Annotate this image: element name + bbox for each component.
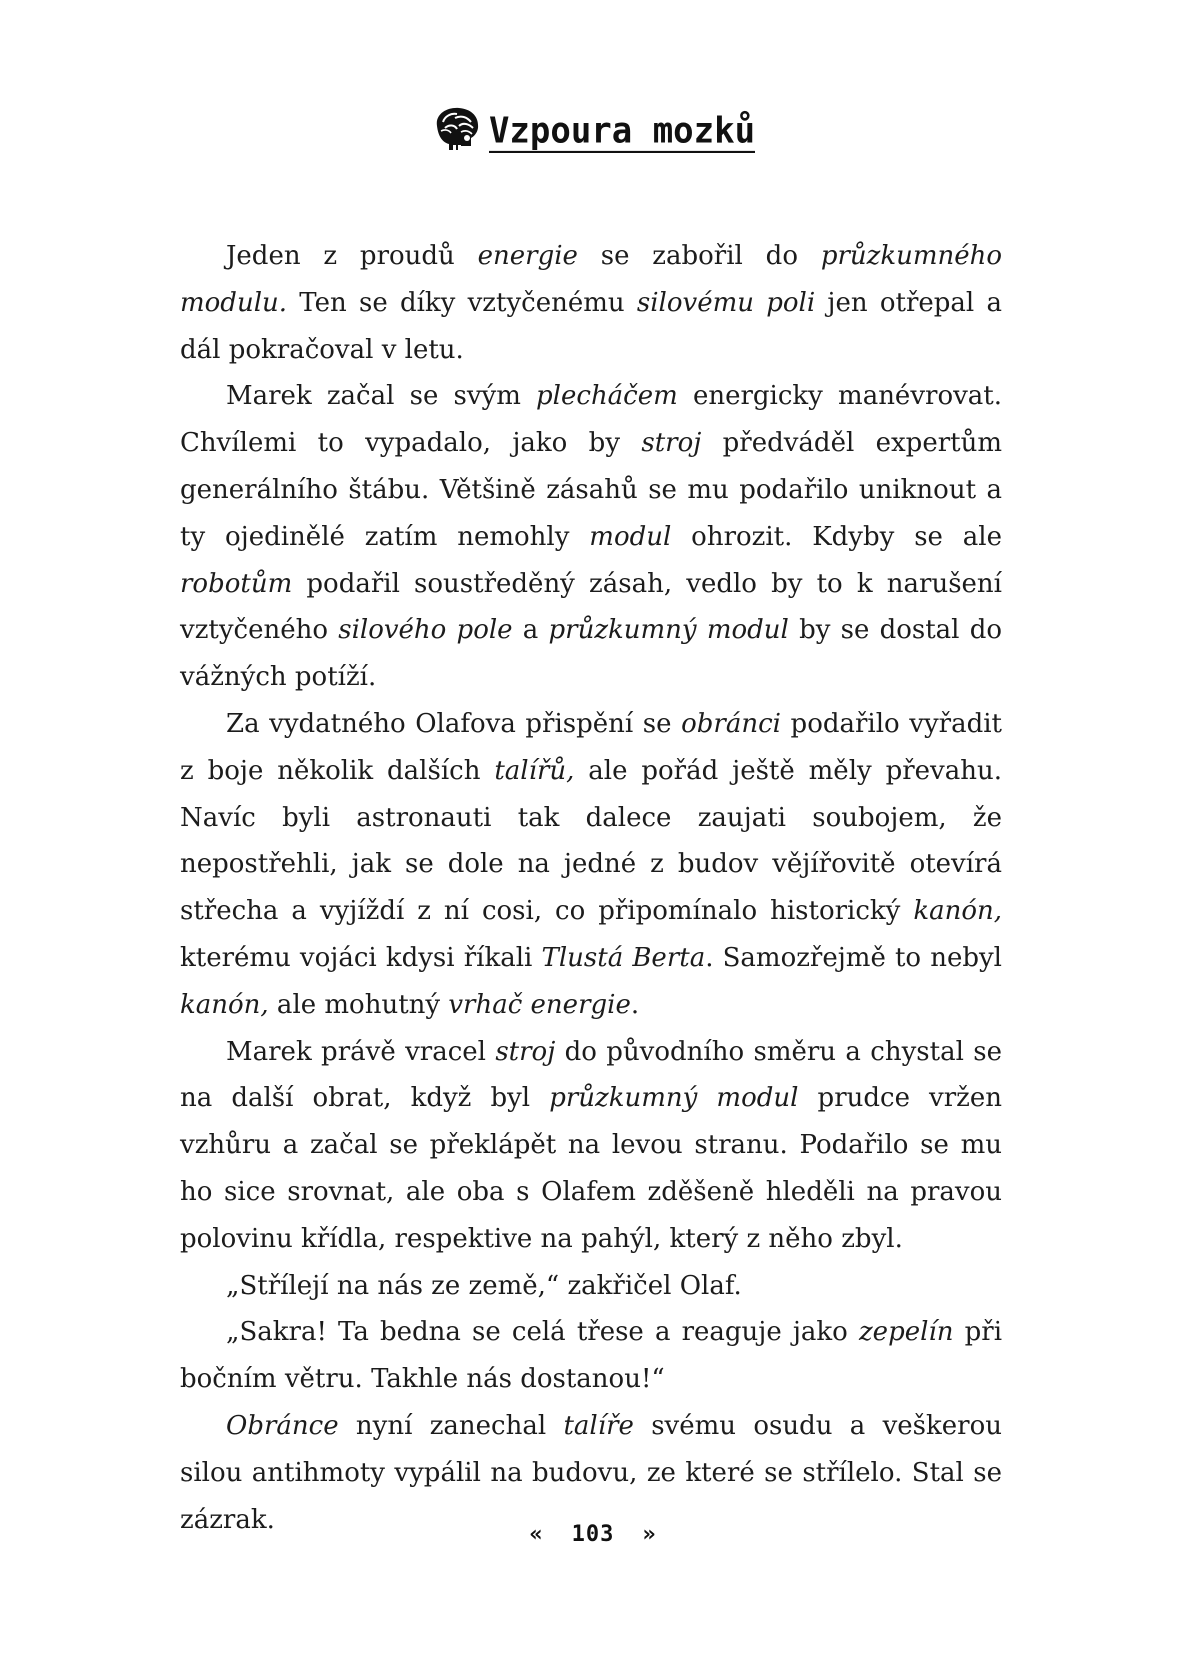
right-guillemet: » [642, 1522, 657, 1547]
text-run: se zabořil do [577, 241, 821, 271]
text-run: „Střílejí na nás ze země,“ zakřičel Olaf. [226, 1270, 742, 1301]
page-number: 103 [571, 1522, 615, 1547]
text-run: Za vydatného Olafova přispění se [226, 708, 682, 739]
text-run: energicky manévrovat. Chvílemi to vypadalo, jako by [180, 381, 1002, 459]
text-run: Ten se díky vztyčenému [287, 287, 637, 318]
text-run: kterému vojáci kdysi říkali [180, 942, 542, 973]
text-run: . [630, 989, 640, 1020]
text-run: Marek začal se svým [226, 381, 537, 412]
brain-skull-icon [431, 104, 483, 152]
italic-term: průzkumný modul [549, 1083, 799, 1114]
page-footer [0, 1522, 1186, 1547]
italic-term: robotům [180, 568, 293, 599]
italic-term: kanón, [180, 989, 269, 1020]
text-run: Jeden z proudů [226, 241, 478, 271]
italic-term: stroj [495, 1036, 556, 1067]
text-run: . Samozřejmě to nebyl [705, 942, 1002, 973]
italic-term: Obránce [226, 1410, 339, 1441]
text-run: podařil soustředěný zásah, vedlo by to k narušení vztyčeného [180, 568, 1002, 646]
paragraph [180, 701, 1002, 1029]
text-run: jen otřepal a dál pokračoval v letu. [180, 287, 1002, 365]
italic-term: silovému poli [636, 287, 816, 318]
italic-term: obránci [681, 708, 781, 739]
paragraph [180, 1029, 1002, 1263]
italic-term: energie [477, 241, 578, 271]
text-run: do původního směru a chystal se na další obrat, když byl [180, 1036, 1002, 1114]
text-run: ale pořád ještě měly převahu. Navíc byli astronauti tak dalece zaujati soubojem, že nepostřehli, jak se dole na jedné z budov vějířovitě otevírá střecha a vyjíždí z ní cosi, co připomínalo historický [180, 755, 1002, 927]
italic-term: zepelín [858, 1317, 954, 1348]
italic-term: průzkumného modulu. [180, 241, 1003, 318]
paragraph [180, 1263, 1002, 1310]
italic-term: kanón, [913, 896, 1002, 927]
italic-term: talíře [563, 1410, 634, 1441]
text-run: prudce vržen vzhůru a začal se překlápět na levou stranu. Podařilo se mu ho sice srovnat, ale oba s Olafem zděšeně hleděli na pravou polovinu křídla, respektive na pahýl, který z něho zbyl. [180, 1083, 1003, 1254]
text-run: podařilo vyřadit z boje několik dalších [180, 708, 1002, 786]
text-run: Marek právě vracel [226, 1036, 496, 1067]
italic-term: stroj [641, 428, 702, 459]
italic-term: silového pole [338, 615, 513, 646]
text-run: při bočním větru. Takhle nás dostanou!“ [180, 1317, 1003, 1395]
page-header [0, 104, 1186, 152]
left-guillemet: « [529, 1522, 544, 1547]
italic-term: Tlustá Berta [541, 942, 706, 973]
text-run: a [512, 615, 549, 646]
paragraph [180, 233, 1002, 373]
italic-term: talířů, [494, 755, 575, 786]
text-run: předváděl expertům generálního štábu. Většině zásahů se mu podařilo uniknout a ty ojedinělé zatím nemohly [180, 428, 1002, 552]
paragraph [180, 1309, 1002, 1403]
text-run: „Sakra! Ta bedna se celá třese a reaguje jako [226, 1317, 859, 1348]
text-run: svému osudu a veškerou silou antihmoty vypálil na budovu, ze které se střílelo. Stal se zázrak. [180, 1410, 1002, 1535]
italic-term: plecháčem [536, 381, 678, 412]
body-text [180, 233, 1002, 1543]
italic-term: průzkumný modul [548, 615, 789, 646]
text-run: ohrozit. Kdyby se ale [671, 521, 1002, 552]
italic-term: modul [589, 521, 672, 552]
running-header-title: Vzpoura mozků [488, 109, 756, 152]
text-run: by se dostal do vážných potíží. [180, 615, 1003, 693]
text-run: ale mohutný [268, 989, 449, 1020]
italic-term: vrhač energie [448, 989, 631, 1020]
text-run: nyní zanechal [338, 1410, 564, 1441]
paragraph [180, 373, 1002, 701]
header-inner [431, 104, 755, 152]
